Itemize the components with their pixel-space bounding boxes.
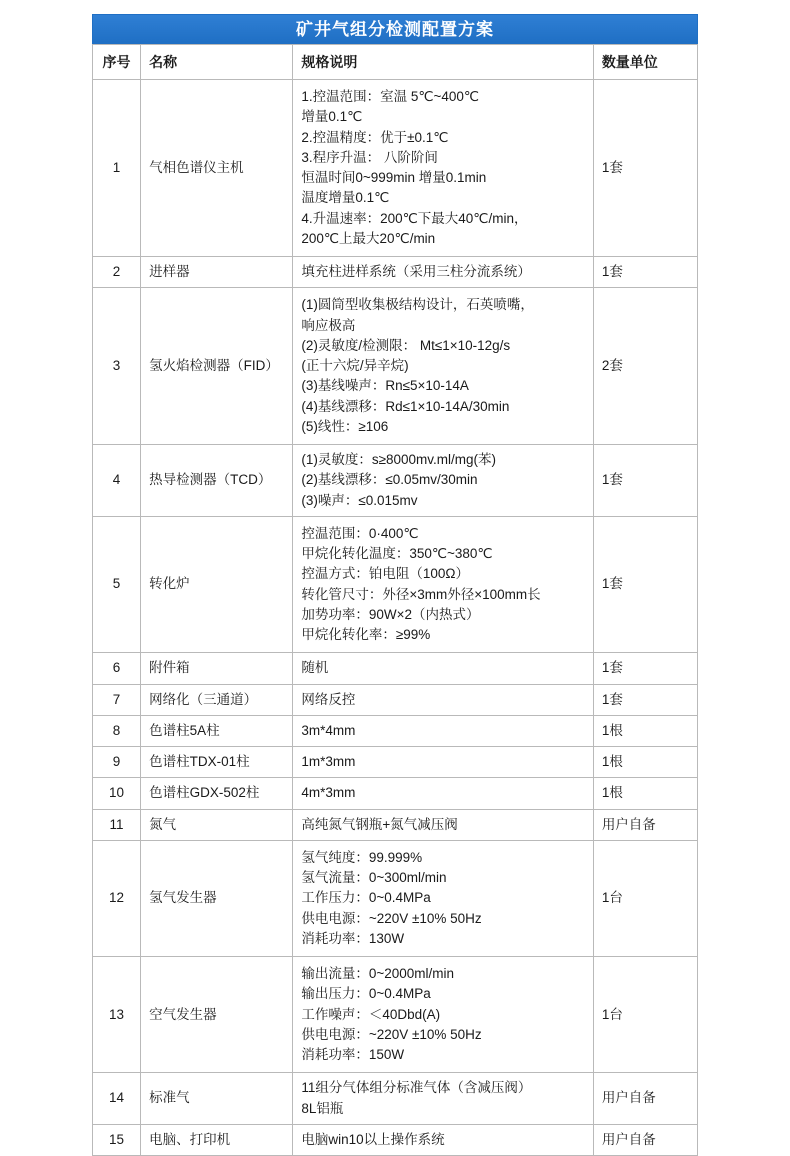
spec-line: 11组分气体组分标准气体（含减压阀） xyxy=(301,1080,532,1096)
spec-line: 控温方式：铂电阻（100Ω） xyxy=(301,566,469,582)
table-header xyxy=(93,45,698,80)
cell-no: 4 xyxy=(93,445,141,517)
cell-qty: 1套 xyxy=(593,653,697,684)
cell-qty: 1套 xyxy=(593,80,697,257)
spec-line: 甲烷化转化温度：350℃~380℃ xyxy=(301,546,493,561)
cell-spec xyxy=(293,80,593,257)
cell-no: 9 xyxy=(93,747,141,778)
cell-qty: 1根 xyxy=(593,715,697,746)
spec-line: (正十六烷/异辛烷) xyxy=(301,358,409,373)
cell-name: 电脑、打印机 xyxy=(141,1124,293,1155)
cell-name: 色谱柱5A柱 xyxy=(141,715,293,746)
cell-name: 色谱柱GDX-502柱 xyxy=(141,778,293,809)
specification-table xyxy=(92,44,698,1156)
cell-no: 8 xyxy=(93,715,141,746)
table-row xyxy=(93,840,698,956)
cell-spec xyxy=(293,1073,593,1125)
table-row xyxy=(93,80,698,257)
table-row xyxy=(93,778,698,809)
cell-qty: 1套 xyxy=(593,257,697,288)
cell-no: 13 xyxy=(93,957,141,1073)
cell-name: 空气发生器 xyxy=(141,957,293,1073)
spec-line: 工作噪声：＜40Dbd(A) xyxy=(301,1006,441,1022)
spec-line: 氢气纯度：99.999% xyxy=(301,849,423,865)
cell-qty: 1根 xyxy=(593,778,697,809)
cell-spec xyxy=(293,653,593,684)
cell-no: 11 xyxy=(93,809,141,840)
cell-no: 6 xyxy=(93,653,141,684)
table-row xyxy=(93,957,698,1073)
spec-line: 转化管尺寸：外径×3mm外径×100mm长 xyxy=(301,586,541,602)
cell-spec xyxy=(293,684,593,715)
spec-line: 氢气流量：0~300ml/min xyxy=(301,870,447,885)
table-row xyxy=(93,747,698,778)
cell-spec xyxy=(293,778,593,809)
column-header-spec: 规格说明 xyxy=(293,45,593,80)
spec-line: 温度增量0.1℃ xyxy=(301,190,390,206)
spec-line: 工作压力：0~0.4MPa xyxy=(301,890,431,906)
column-header-qty: 数量单位 xyxy=(593,45,697,80)
cell-qty: 1套 xyxy=(593,445,697,517)
table-row xyxy=(93,715,698,746)
spec-line: 1m*3mm xyxy=(301,754,356,769)
table-header-row xyxy=(93,45,698,80)
cell-name: 氮气 xyxy=(141,809,293,840)
spec-line: (2)灵敏度/检测限： Mt≤1×10-12g/s xyxy=(301,337,511,353)
cell-qty: 用户自备 xyxy=(593,809,697,840)
spec-line: (5)线性：≥106 xyxy=(301,418,389,434)
table-row xyxy=(93,653,698,684)
table-row xyxy=(93,809,698,840)
cell-qty: 1套 xyxy=(593,684,697,715)
table-row xyxy=(93,257,698,288)
spec-line: 高纯氮气钢瓶+氮气减压阀 xyxy=(301,816,458,832)
spec-line: (4)基线漂移：Rd≤1×10-14A/30min xyxy=(301,398,510,414)
cell-name: 氢火焰检测器（FID） xyxy=(141,288,293,445)
cell-no: 7 xyxy=(93,684,141,715)
cell-name: 气相色谱仪主机 xyxy=(141,80,293,257)
spec-line: 输出压力：0~0.4MPa xyxy=(301,986,431,1002)
cell-spec xyxy=(293,809,593,840)
spec-line: 加势功率：90W×2（内热式） xyxy=(301,606,480,622)
spec-line: 供电电源：~220V ±10% 50Hz xyxy=(301,1026,482,1042)
spec-line: (1)灵敏度：s≥8000mv.ml/mg(苯) xyxy=(301,452,497,467)
spec-line: 随机 xyxy=(301,660,329,676)
spec-line: 消耗功率：130W xyxy=(301,930,405,946)
cell-spec xyxy=(293,747,593,778)
spec-line: 供电电源：~220V ±10% 50Hz xyxy=(301,910,482,926)
cell-no: 5 xyxy=(93,516,141,653)
column-header-name: 名称 xyxy=(141,45,293,80)
cell-name: 转化炉 xyxy=(141,516,293,653)
spec-line: 填充柱进样系统（采用三柱分流系统） xyxy=(301,264,531,279)
spec-line: 4.升温速率：200℃下最大40℃/min， xyxy=(301,210,528,226)
spec-line: 8L铝瓶 xyxy=(301,1100,344,1116)
cell-qty: 1台 xyxy=(593,840,697,956)
spec-line: (1)圆筒型收集极结构设计，石英喷嘴， xyxy=(301,297,534,313)
cell-no: 14 xyxy=(93,1073,141,1125)
spec-line: (3)噪声：≤0.015mv xyxy=(301,492,418,508)
spec-line: 恒温时间0~999min 增量0.1min xyxy=(301,170,487,185)
cell-spec xyxy=(293,516,593,653)
table-row xyxy=(93,288,698,445)
cell-no: 1 xyxy=(93,80,141,257)
spec-line: 响应极高 xyxy=(301,317,356,333)
spec-line: (3)基线噪声：Rn≤5×10-14A xyxy=(301,378,469,394)
spec-line: 甲烷化转化率：≥99% xyxy=(301,627,431,642)
cell-no: 2 xyxy=(93,257,141,288)
spec-line: 4m*3mm xyxy=(301,785,356,801)
spec-line: 3m*4mm xyxy=(301,722,356,738)
cell-name: 网络化（三通道） xyxy=(141,684,293,715)
spec-line: 200℃上最大20℃/min xyxy=(301,230,436,246)
cell-qty: 用户自备 xyxy=(593,1073,697,1125)
spec-line: 1.控温范围：室温 5℃~400℃ xyxy=(301,89,480,104)
column-header-no: 序号 xyxy=(93,45,141,80)
table-row xyxy=(93,684,698,715)
table-body xyxy=(93,80,698,1156)
table-row xyxy=(93,445,698,517)
spec-line: 网络反控 xyxy=(301,691,356,707)
cell-qty: 1根 xyxy=(593,747,697,778)
spec-line: 电脑win10以上操作系统 xyxy=(301,1131,445,1147)
cell-qty: 2套 xyxy=(593,288,697,445)
cell-qty: 用户自备 xyxy=(593,1124,697,1155)
cell-spec xyxy=(293,257,593,288)
cell-name: 色谱柱TDX-01柱 xyxy=(141,747,293,778)
cell-no: 10 xyxy=(93,778,141,809)
spec-line: 2.控温精度：优于±0.1℃ xyxy=(301,129,449,145)
cell-spec xyxy=(293,288,593,445)
cell-name: 热导检测器（TCD） xyxy=(141,445,293,517)
cell-qty: 1套 xyxy=(593,516,697,653)
cell-spec xyxy=(293,840,593,956)
cell-name: 氢气发生器 xyxy=(141,840,293,956)
cell-spec xyxy=(293,715,593,746)
cell-spec xyxy=(293,445,593,517)
spec-line: 增量0.1℃ xyxy=(301,109,363,125)
table-row xyxy=(93,1073,698,1125)
spec-line: 输出流量：0~2000ml/min xyxy=(301,966,455,981)
cell-name: 标准气 xyxy=(141,1073,293,1125)
cell-spec xyxy=(293,957,593,1073)
cell-name: 附件箱 xyxy=(141,653,293,684)
document-title: 矿井气组分检测配置方案 xyxy=(92,14,698,44)
cell-name: 进样器 xyxy=(141,257,293,288)
spec-line: 3.程序升温： 八阶阶间 xyxy=(301,149,438,165)
cell-no: 3 xyxy=(93,288,141,445)
cell-no: 12 xyxy=(93,840,141,956)
spec-line: 消耗功率：150W xyxy=(301,1047,405,1062)
table-row xyxy=(93,516,698,653)
cell-no: 15 xyxy=(93,1124,141,1155)
spec-line: 控温范围：0·400℃ xyxy=(301,525,419,541)
cell-qty: 1台 xyxy=(593,957,697,1073)
spec-line: (2)基线漂移：≤0.05mv/30min xyxy=(301,472,478,488)
